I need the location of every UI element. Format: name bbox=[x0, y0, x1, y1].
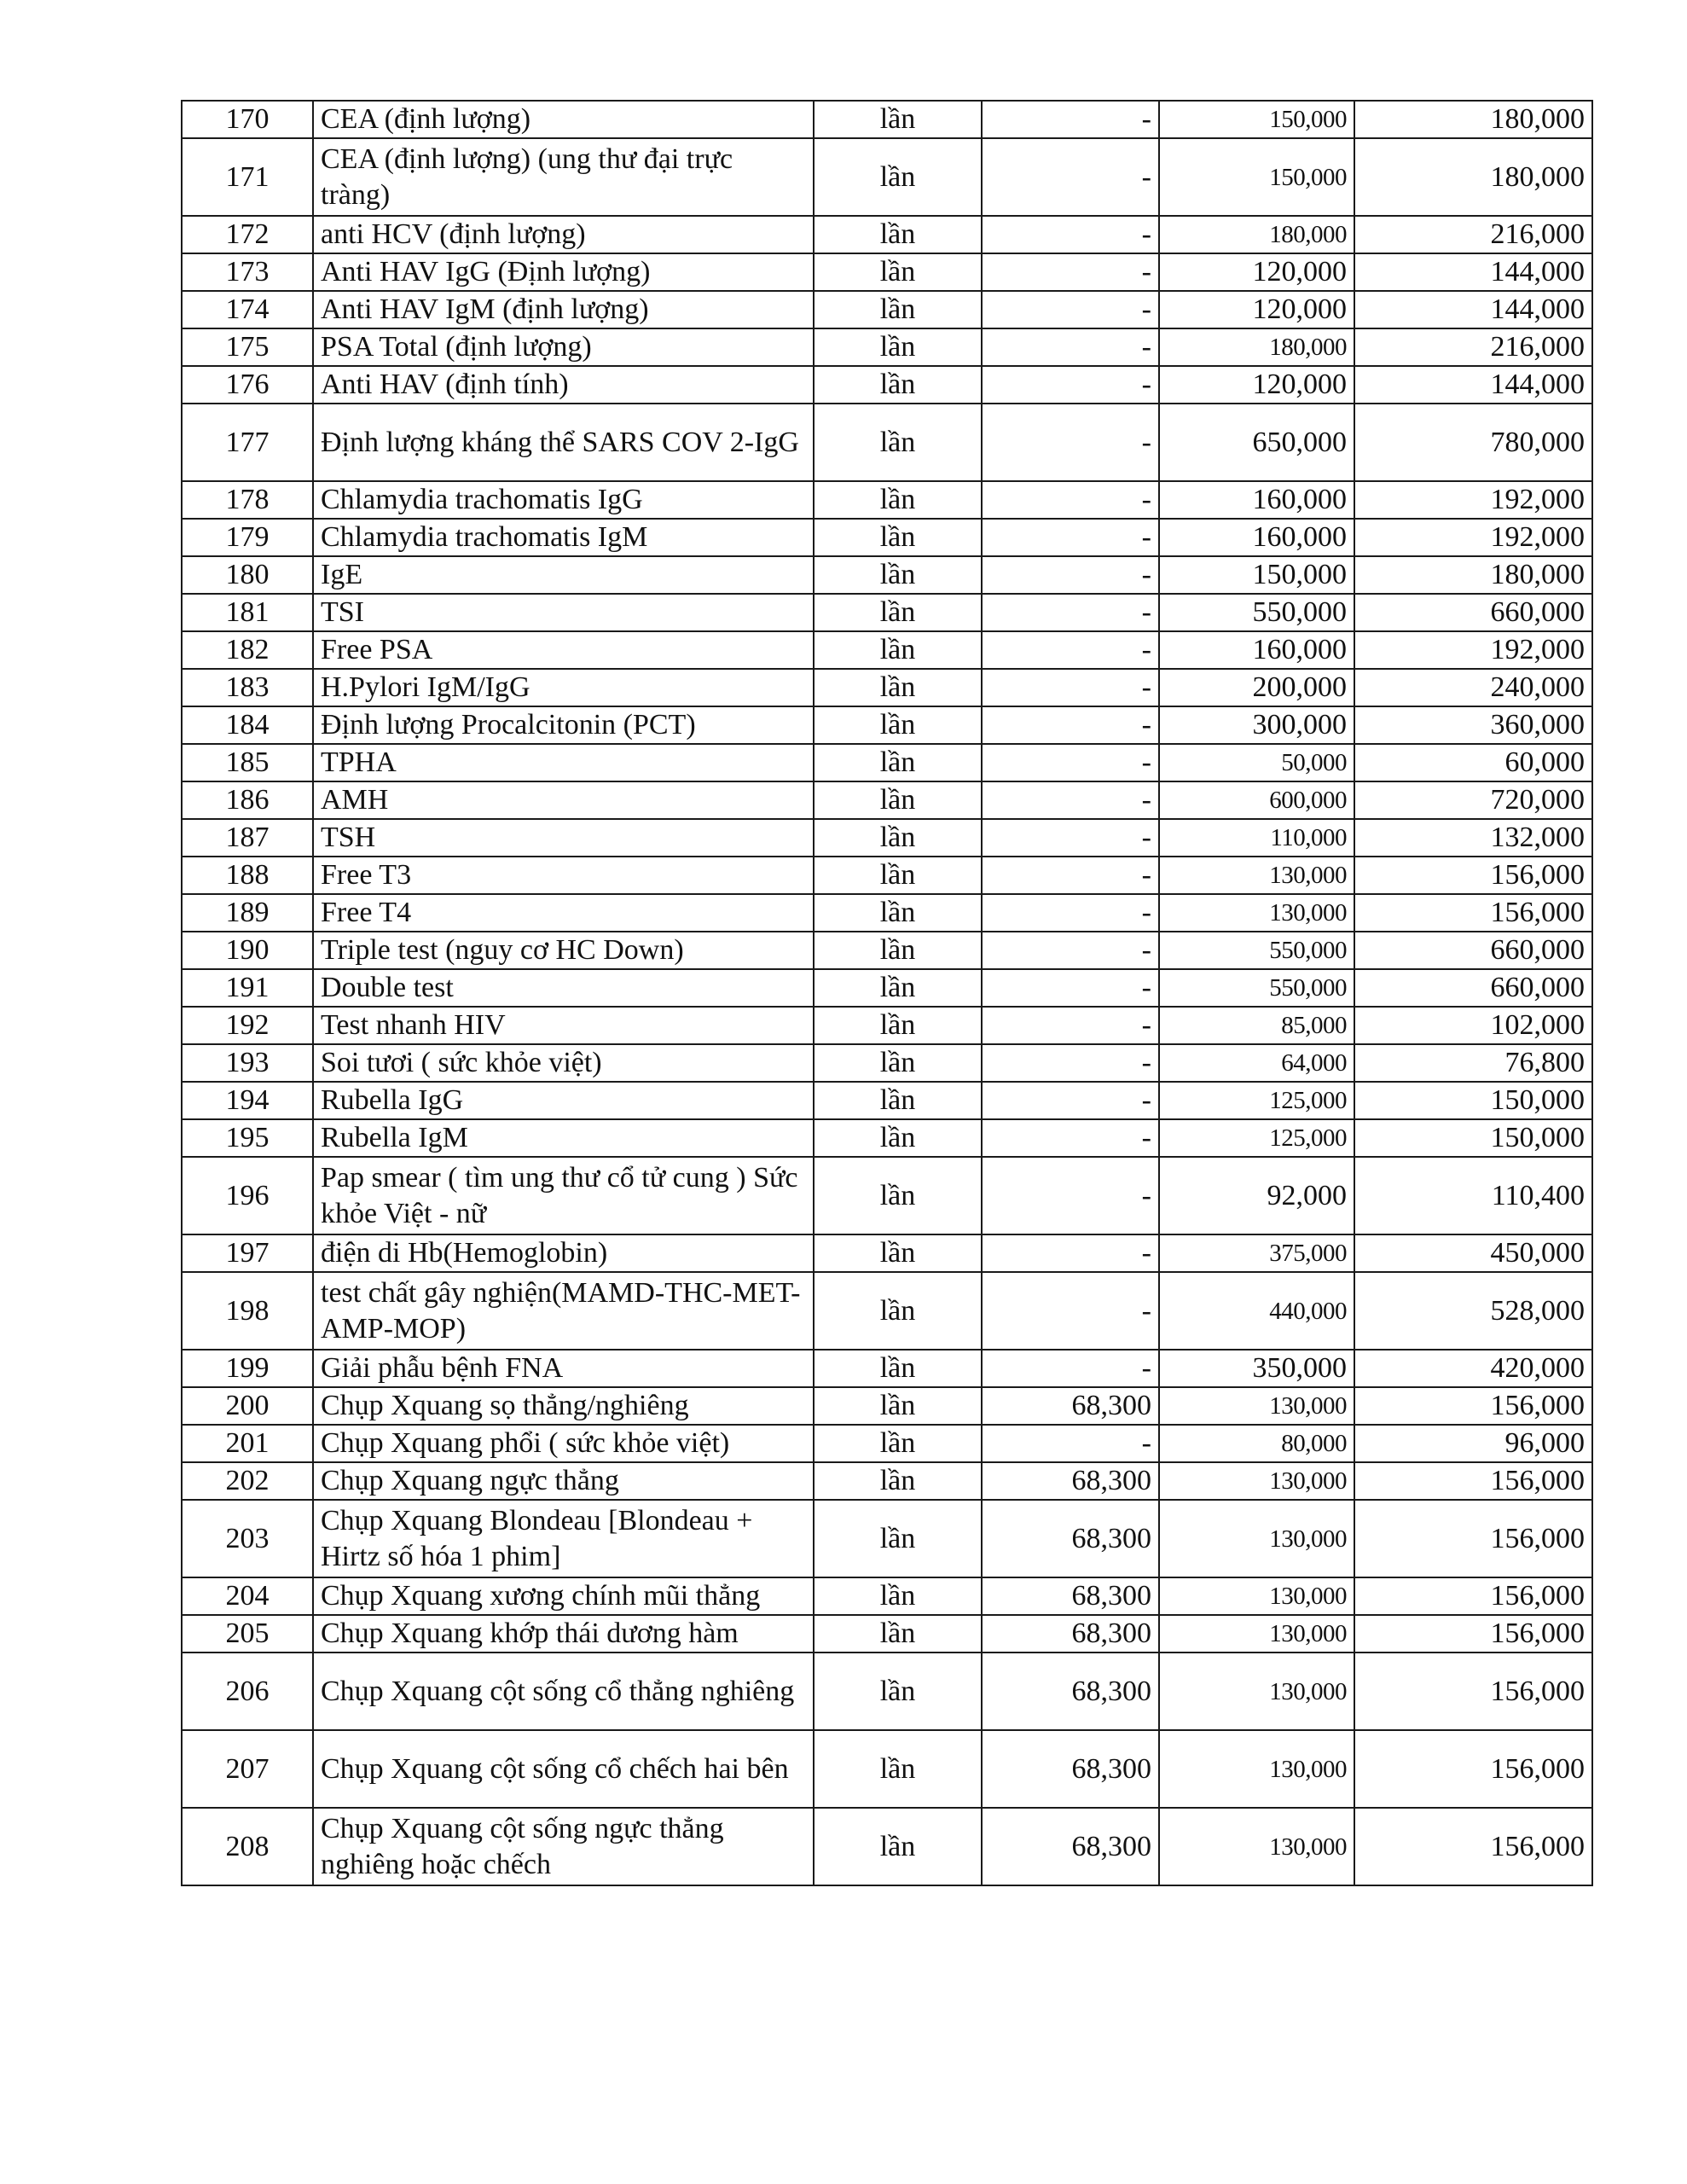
adjusted-price-cell: 420,000 bbox=[1354, 1350, 1592, 1387]
row-number: 204 bbox=[182, 1577, 313, 1615]
unit-cell: lần bbox=[814, 1425, 982, 1462]
service-name: Chlamydia trachomatis IgM bbox=[313, 519, 814, 556]
service-name: Free PSA bbox=[313, 631, 814, 669]
unit-cell: lần bbox=[814, 1272, 982, 1350]
unit-cell: lần bbox=[814, 1157, 982, 1234]
adjusted-price-cell: 216,000 bbox=[1354, 328, 1592, 366]
service-price-cell: 550,000 bbox=[1159, 594, 1354, 631]
row-number: 183 bbox=[182, 669, 313, 706]
service-name: Chụp Xquang khớp thái dương hàm bbox=[313, 1615, 814, 1653]
service-name: Pap smear ( tìm ung thư cổ tử cung ) Sức khỏe Việt - nữ bbox=[313, 1157, 814, 1234]
service-name: Chụp Xquang xương chính mũi thẳng bbox=[313, 1577, 814, 1615]
adjusted-price-cell: 528,000 bbox=[1354, 1272, 1592, 1350]
adjusted-price-cell: 150,000 bbox=[1354, 1082, 1592, 1119]
row-number: 182 bbox=[182, 631, 313, 669]
insurance-price-cell: - bbox=[982, 138, 1159, 216]
service-price-cell: 130,000 bbox=[1159, 1500, 1354, 1577]
table-row bbox=[182, 744, 1592, 781]
insurance-price-cell: - bbox=[982, 1007, 1159, 1044]
unit-cell: lần bbox=[814, 1234, 982, 1272]
service-name: Chụp Xquang sọ thẳng/nghiêng bbox=[313, 1387, 814, 1425]
insurance-price-cell: 68,300 bbox=[982, 1577, 1159, 1615]
service-price-cell: 160,000 bbox=[1159, 519, 1354, 556]
row-number: 189 bbox=[182, 894, 313, 932]
insurance-price-cell: - bbox=[982, 969, 1159, 1007]
unit-cell: lần bbox=[814, 556, 982, 594]
adjusted-price-cell: 96,000 bbox=[1354, 1425, 1592, 1462]
service-name: Chlamydia trachomatis IgG bbox=[313, 481, 814, 519]
service-price-cell: 150,000 bbox=[1159, 556, 1354, 594]
insurance-price-cell: - bbox=[982, 1082, 1159, 1119]
adjusted-price-cell: 144,000 bbox=[1354, 366, 1592, 404]
table-row bbox=[182, 1082, 1592, 1119]
service-name: anti HCV (định lượng) bbox=[313, 216, 814, 253]
insurance-price-cell: - bbox=[982, 291, 1159, 328]
row-number: 200 bbox=[182, 1387, 313, 1425]
insurance-price-cell: - bbox=[982, 216, 1159, 253]
service-name: Test nhanh HIV bbox=[313, 1007, 814, 1044]
adjusted-price-cell: 180,000 bbox=[1354, 101, 1592, 138]
service-price-cell: 130,000 bbox=[1159, 1387, 1354, 1425]
unit-cell: lần bbox=[814, 1082, 982, 1119]
table-row bbox=[182, 1387, 1592, 1425]
insurance-price-cell: - bbox=[982, 328, 1159, 366]
service-price-cell: 85,000 bbox=[1159, 1007, 1354, 1044]
row-number: 190 bbox=[182, 932, 313, 969]
table-row bbox=[182, 328, 1592, 366]
unit-cell: lần bbox=[814, 1007, 982, 1044]
insurance-price-cell: - bbox=[982, 631, 1159, 669]
insurance-price-cell: - bbox=[982, 1234, 1159, 1272]
service-price-cell: 600,000 bbox=[1159, 781, 1354, 819]
unit-cell: lần bbox=[814, 969, 982, 1007]
table-body bbox=[182, 101, 1592, 1885]
row-number: 201 bbox=[182, 1425, 313, 1462]
unit-cell: lần bbox=[814, 1119, 982, 1157]
adjusted-price-cell: 780,000 bbox=[1354, 404, 1592, 481]
unit-cell: lần bbox=[814, 138, 982, 216]
table-row bbox=[182, 1462, 1592, 1500]
unit-cell: lần bbox=[814, 481, 982, 519]
service-price-cell: 440,000 bbox=[1159, 1272, 1354, 1350]
service-price-cell: 180,000 bbox=[1159, 328, 1354, 366]
service-name: Rubella IgG bbox=[313, 1082, 814, 1119]
service-name: Giải phẫu bệnh FNA bbox=[313, 1350, 814, 1387]
table-row bbox=[182, 101, 1592, 138]
unit-cell: lần bbox=[814, 744, 982, 781]
adjusted-price-cell: 156,000 bbox=[1354, 894, 1592, 932]
table-row bbox=[182, 706, 1592, 744]
service-name: Triple test (nguy cơ HC Down) bbox=[313, 932, 814, 969]
adjusted-price-cell: 76,800 bbox=[1354, 1044, 1592, 1082]
adjusted-price-cell: 156,000 bbox=[1354, 1808, 1592, 1885]
service-price-cell: 92,000 bbox=[1159, 1157, 1354, 1234]
unit-cell: lần bbox=[814, 404, 982, 481]
service-price-cell: 160,000 bbox=[1159, 481, 1354, 519]
adjusted-price-cell: 660,000 bbox=[1354, 969, 1592, 1007]
row-number: 193 bbox=[182, 1044, 313, 1082]
service-price-cell: 125,000 bbox=[1159, 1119, 1354, 1157]
adjusted-price-cell: 660,000 bbox=[1354, 932, 1592, 969]
service-name: Chụp Xquang Blondeau [Blondeau + Hirtz số hóa 1 phim] bbox=[313, 1500, 814, 1577]
adjusted-price-cell: 150,000 bbox=[1354, 1119, 1592, 1157]
adjusted-price-cell: 144,000 bbox=[1354, 253, 1592, 291]
insurance-price-cell: - bbox=[982, 101, 1159, 138]
adjusted-price-cell: 192,000 bbox=[1354, 481, 1592, 519]
service-price-cell: 120,000 bbox=[1159, 291, 1354, 328]
service-price-cell: 130,000 bbox=[1159, 1577, 1354, 1615]
insurance-price-cell: 68,300 bbox=[982, 1462, 1159, 1500]
service-name: điện di Hb(Hemoglobin) bbox=[313, 1234, 814, 1272]
unit-cell: lần bbox=[814, 857, 982, 894]
service-name: Rubella IgM bbox=[313, 1119, 814, 1157]
row-number: 199 bbox=[182, 1350, 313, 1387]
row-number: 180 bbox=[182, 556, 313, 594]
table-row bbox=[182, 1730, 1592, 1808]
table-row bbox=[182, 1350, 1592, 1387]
table-row bbox=[182, 366, 1592, 404]
row-number: 179 bbox=[182, 519, 313, 556]
row-number: 185 bbox=[182, 744, 313, 781]
insurance-price-cell: - bbox=[982, 1425, 1159, 1462]
insurance-price-cell: - bbox=[982, 894, 1159, 932]
table-row bbox=[182, 1577, 1592, 1615]
service-name: CEA (định lượng) bbox=[313, 101, 814, 138]
insurance-price-cell: - bbox=[982, 1272, 1159, 1350]
adjusted-price-cell: 60,000 bbox=[1354, 744, 1592, 781]
service-name: Chụp Xquang ngực thẳng bbox=[313, 1462, 814, 1500]
service-price-cell: 180,000 bbox=[1159, 216, 1354, 253]
adjusted-price-cell: 156,000 bbox=[1354, 1730, 1592, 1808]
table-row bbox=[182, 1157, 1592, 1234]
service-price-cell: 125,000 bbox=[1159, 1082, 1354, 1119]
insurance-price-cell: - bbox=[982, 669, 1159, 706]
adjusted-price-cell: 660,000 bbox=[1354, 594, 1592, 631]
insurance-price-cell: 68,300 bbox=[982, 1615, 1159, 1653]
service-price-cell: 130,000 bbox=[1159, 1615, 1354, 1653]
service-price-cell: 50,000 bbox=[1159, 744, 1354, 781]
service-name: CEA (định lượng) (ung thư đại trực tràng) bbox=[313, 138, 814, 216]
insurance-price-cell: - bbox=[982, 857, 1159, 894]
row-number: 207 bbox=[182, 1730, 313, 1808]
service-price-cell: 130,000 bbox=[1159, 1462, 1354, 1500]
service-name: Định lượng kháng thể SARS COV 2-IgG bbox=[313, 404, 814, 481]
table-row bbox=[182, 631, 1592, 669]
table-row bbox=[182, 138, 1592, 216]
row-number: 176 bbox=[182, 366, 313, 404]
unit-cell: lần bbox=[814, 894, 982, 932]
adjusted-price-cell: 156,000 bbox=[1354, 1387, 1592, 1425]
adjusted-price-cell: 144,000 bbox=[1354, 291, 1592, 328]
adjusted-price-cell: 720,000 bbox=[1354, 781, 1592, 819]
service-name: test chất gây nghiện(MAMD-THC-MET-AMP-MOP) bbox=[313, 1272, 814, 1350]
service-price-cell: 150,000 bbox=[1159, 101, 1354, 138]
row-number: 194 bbox=[182, 1082, 313, 1119]
table-row bbox=[182, 819, 1592, 857]
row-number: 174 bbox=[182, 291, 313, 328]
unit-cell: lần bbox=[814, 1044, 982, 1082]
insurance-price-cell: - bbox=[982, 932, 1159, 969]
unit-cell: lần bbox=[814, 1350, 982, 1387]
adjusted-price-cell: 156,000 bbox=[1354, 1462, 1592, 1500]
adjusted-price-cell: 180,000 bbox=[1354, 138, 1592, 216]
table-row bbox=[182, 1425, 1592, 1462]
row-number: 187 bbox=[182, 819, 313, 857]
row-number: 186 bbox=[182, 781, 313, 819]
adjusted-price-cell: 216,000 bbox=[1354, 216, 1592, 253]
service-price-cell: 550,000 bbox=[1159, 969, 1354, 1007]
row-number: 177 bbox=[182, 404, 313, 481]
row-number: 196 bbox=[182, 1157, 313, 1234]
insurance-price-cell: - bbox=[982, 594, 1159, 631]
table-row bbox=[182, 1234, 1592, 1272]
table-row bbox=[182, 481, 1592, 519]
row-number: 202 bbox=[182, 1462, 313, 1500]
service-name: Free T3 bbox=[313, 857, 814, 894]
insurance-price-cell: - bbox=[982, 744, 1159, 781]
service-price-cell: 200,000 bbox=[1159, 669, 1354, 706]
insurance-price-cell: - bbox=[982, 781, 1159, 819]
adjusted-price-cell: 180,000 bbox=[1354, 556, 1592, 594]
unit-cell: lần bbox=[814, 1577, 982, 1615]
service-price-table bbox=[181, 100, 1593, 1886]
row-number: 192 bbox=[182, 1007, 313, 1044]
unit-cell: lần bbox=[814, 819, 982, 857]
service-price-cell: 550,000 bbox=[1159, 932, 1354, 969]
row-number: 195 bbox=[182, 1119, 313, 1157]
row-number: 175 bbox=[182, 328, 313, 366]
table-row bbox=[182, 556, 1592, 594]
service-price-cell: 350,000 bbox=[1159, 1350, 1354, 1387]
insurance-price-cell: 68,300 bbox=[982, 1500, 1159, 1577]
row-number: 191 bbox=[182, 969, 313, 1007]
insurance-price-cell: - bbox=[982, 1157, 1159, 1234]
service-name: Anti HAV IgM (định lượng) bbox=[313, 291, 814, 328]
unit-cell: lần bbox=[814, 328, 982, 366]
unit-cell: lần bbox=[814, 1500, 982, 1577]
insurance-price-cell: - bbox=[982, 556, 1159, 594]
table-row bbox=[182, 669, 1592, 706]
row-number: 198 bbox=[182, 1272, 313, 1350]
unit-cell: lần bbox=[814, 101, 982, 138]
service-name: TSH bbox=[313, 819, 814, 857]
unit-cell: lần bbox=[814, 253, 982, 291]
adjusted-price-cell: 156,000 bbox=[1354, 1500, 1592, 1577]
insurance-price-cell: - bbox=[982, 1044, 1159, 1082]
service-name: AMH bbox=[313, 781, 814, 819]
service-name: IgE bbox=[313, 556, 814, 594]
adjusted-price-cell: 156,000 bbox=[1354, 1653, 1592, 1730]
insurance-price-cell: - bbox=[982, 819, 1159, 857]
service-price-cell: 650,000 bbox=[1159, 404, 1354, 481]
table-row bbox=[182, 1653, 1592, 1730]
insurance-price-cell: - bbox=[982, 1119, 1159, 1157]
insurance-price-cell: - bbox=[982, 253, 1159, 291]
adjusted-price-cell: 240,000 bbox=[1354, 669, 1592, 706]
table-row bbox=[182, 1808, 1592, 1885]
service-price-cell: 120,000 bbox=[1159, 253, 1354, 291]
table-row bbox=[182, 932, 1592, 969]
row-number: 208 bbox=[182, 1808, 313, 1885]
unit-cell: lần bbox=[814, 706, 982, 744]
service-price-cell: 130,000 bbox=[1159, 1653, 1354, 1730]
service-price-cell: 160,000 bbox=[1159, 631, 1354, 669]
table-row bbox=[182, 594, 1592, 631]
insurance-price-cell: 68,300 bbox=[982, 1808, 1159, 1885]
adjusted-price-cell: 102,000 bbox=[1354, 1007, 1592, 1044]
adjusted-price-cell: 132,000 bbox=[1354, 819, 1592, 857]
adjusted-price-cell: 156,000 bbox=[1354, 1577, 1592, 1615]
table-row bbox=[182, 404, 1592, 481]
unit-cell: lần bbox=[814, 1730, 982, 1808]
unit-cell: lần bbox=[814, 1387, 982, 1425]
unit-cell: lần bbox=[814, 291, 982, 328]
service-price-cell: 130,000 bbox=[1159, 857, 1354, 894]
row-number: 170 bbox=[182, 101, 313, 138]
service-name: Anti HAV (định tính) bbox=[313, 366, 814, 404]
unit-cell: lần bbox=[814, 216, 982, 253]
service-price-cell: 375,000 bbox=[1159, 1234, 1354, 1272]
service-price-cell: 64,000 bbox=[1159, 1044, 1354, 1082]
unit-cell: lần bbox=[814, 366, 982, 404]
service-name: Anti HAV IgG (Định lượng) bbox=[313, 253, 814, 291]
row-number: 171 bbox=[182, 138, 313, 216]
table-row bbox=[182, 253, 1592, 291]
row-number: 197 bbox=[182, 1234, 313, 1272]
unit-cell: lần bbox=[814, 781, 982, 819]
service-name: PSA Total (định lượng) bbox=[313, 328, 814, 366]
service-price-cell: 80,000 bbox=[1159, 1425, 1354, 1462]
adjusted-price-cell: 450,000 bbox=[1354, 1234, 1592, 1272]
insurance-price-cell: 68,300 bbox=[982, 1387, 1159, 1425]
insurance-price-cell: 68,300 bbox=[982, 1653, 1159, 1730]
table-row bbox=[182, 1044, 1592, 1082]
unit-cell: lần bbox=[814, 1653, 982, 1730]
service-name: TSI bbox=[313, 594, 814, 631]
table-row bbox=[182, 1272, 1592, 1350]
unit-cell: lần bbox=[814, 631, 982, 669]
adjusted-price-cell: 192,000 bbox=[1354, 519, 1592, 556]
table-row bbox=[182, 857, 1592, 894]
service-price-cell: 150,000 bbox=[1159, 138, 1354, 216]
row-number: 184 bbox=[182, 706, 313, 744]
unit-cell: lần bbox=[814, 1615, 982, 1653]
service-name: Free T4 bbox=[313, 894, 814, 932]
row-number: 206 bbox=[182, 1653, 313, 1730]
table-row bbox=[182, 894, 1592, 932]
table-row bbox=[182, 291, 1592, 328]
table-row bbox=[182, 216, 1592, 253]
adjusted-price-cell: 156,000 bbox=[1354, 857, 1592, 894]
service-name: Chụp Xquang phổi ( sức khỏe việt) bbox=[313, 1425, 814, 1462]
service-price-cell: 130,000 bbox=[1159, 1730, 1354, 1808]
service-price-cell: 110,000 bbox=[1159, 819, 1354, 857]
adjusted-price-cell: 360,000 bbox=[1354, 706, 1592, 744]
row-number: 173 bbox=[182, 253, 313, 291]
unit-cell: lần bbox=[814, 932, 982, 969]
unit-cell: lần bbox=[814, 1808, 982, 1885]
adjusted-price-cell: 192,000 bbox=[1354, 631, 1592, 669]
insurance-price-cell: - bbox=[982, 1350, 1159, 1387]
insurance-price-cell: - bbox=[982, 481, 1159, 519]
row-number: 203 bbox=[182, 1500, 313, 1577]
service-name: Chụp Xquang cột sống cổ thẳng nghiêng bbox=[313, 1653, 814, 1730]
adjusted-price-cell: 110,400 bbox=[1354, 1157, 1592, 1234]
insurance-price-cell: - bbox=[982, 404, 1159, 481]
service-price-cell: 120,000 bbox=[1159, 366, 1354, 404]
row-number: 178 bbox=[182, 481, 313, 519]
table-row bbox=[182, 519, 1592, 556]
service-price-cell: 300,000 bbox=[1159, 706, 1354, 744]
table-row bbox=[182, 1119, 1592, 1157]
row-number: 188 bbox=[182, 857, 313, 894]
service-name: Định lượng Procalcitonin (PCT) bbox=[313, 706, 814, 744]
unit-cell: lần bbox=[814, 594, 982, 631]
service-name: TPHA bbox=[313, 744, 814, 781]
table-row bbox=[182, 969, 1592, 1007]
table-row bbox=[182, 781, 1592, 819]
service-name: Chụp Xquang cột sống ngực thẳng nghiêng hoặc chếch bbox=[313, 1808, 814, 1885]
unit-cell: lần bbox=[814, 1462, 982, 1500]
row-number: 172 bbox=[182, 216, 313, 253]
table-row bbox=[182, 1615, 1592, 1653]
insurance-price-cell: - bbox=[982, 366, 1159, 404]
adjusted-price-cell: 156,000 bbox=[1354, 1615, 1592, 1653]
service-name: Soi tươi ( sức khỏe việt) bbox=[313, 1044, 814, 1082]
insurance-price-cell: - bbox=[982, 706, 1159, 744]
service-price-cell: 130,000 bbox=[1159, 894, 1354, 932]
table-row bbox=[182, 1500, 1592, 1577]
service-name: Double test bbox=[313, 969, 814, 1007]
service-price-cell: 130,000 bbox=[1159, 1808, 1354, 1885]
row-number: 181 bbox=[182, 594, 313, 631]
service-name: H.Pylori IgM/IgG bbox=[313, 669, 814, 706]
table-row bbox=[182, 1007, 1592, 1044]
unit-cell: lần bbox=[814, 519, 982, 556]
row-number: 205 bbox=[182, 1615, 313, 1653]
unit-cell: lần bbox=[814, 669, 982, 706]
insurance-price-cell: 68,300 bbox=[982, 1730, 1159, 1808]
service-name: Chụp Xquang cột sống cổ chếch hai bên bbox=[313, 1730, 814, 1808]
insurance-price-cell: - bbox=[982, 519, 1159, 556]
